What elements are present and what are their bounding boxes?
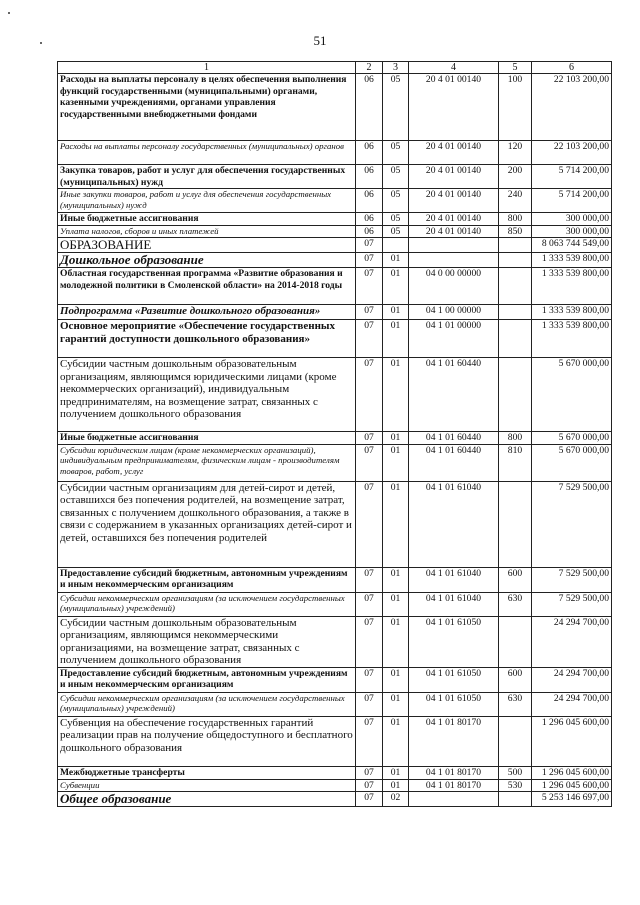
row-name: Иные бюджетные ассигнования — [58, 213, 356, 226]
table-row — [58, 716, 612, 766]
row-sum: 7 529 500,00 — [532, 592, 612, 616]
row-sum: 5 714 200,00 — [532, 189, 612, 213]
row-pr: 01 — [383, 444, 409, 481]
table-row — [58, 238, 612, 253]
row-sum: 5 714 200,00 — [532, 165, 612, 189]
table-row — [58, 567, 612, 592]
row-vr — [499, 358, 532, 432]
row-name: Субсидии некоммерческим организациям (за исключением государственных (муниципальных) учреждений) — [58, 692, 356, 716]
row-pr: 01 — [383, 481, 409, 567]
table-row — [58, 74, 612, 141]
table-row — [58, 165, 612, 189]
scan-mark — [40, 42, 42, 44]
row-rz: 07 — [356, 692, 383, 716]
row-name: Расходы на выплаты персоналу в целях обеспечения выполнения функций государственными (муниципальными) органами, казенными учреждениями, органами управления государственными внебюджетными фондами — [58, 74, 356, 141]
row-vr — [499, 792, 532, 807]
row-vr: 630 — [499, 592, 532, 616]
row-name: Дошкольное образование — [58, 253, 356, 268]
row-sum: 24 294 700,00 — [532, 616, 612, 667]
row-sum: 1 333 539 800,00 — [532, 320, 612, 358]
header-col-6: 6 — [532, 62, 612, 74]
table-row — [58, 616, 612, 667]
row-name: Субвенция на обеспечение государственных гарантий реализации прав на получение общедоступного и бесплатного дошкольного образования — [58, 716, 356, 766]
row-pr: 05 — [383, 141, 409, 165]
row-rz: 06 — [356, 225, 383, 238]
header-col-2: 2 — [356, 62, 383, 74]
row-name: Межбюджетные трансферты — [58, 766, 356, 779]
row-rz: 07 — [356, 779, 383, 792]
row-name: Предоставление субсидий бюджетным, автономным учреждениям и иным некоммерческим организациям — [58, 667, 356, 692]
row-sum: 7 529 500,00 — [532, 481, 612, 567]
row-vr: 200 — [499, 165, 532, 189]
budget-table — [57, 61, 612, 807]
row-csr: 20 4 01 00140 — [409, 165, 499, 189]
row-rz: 07 — [356, 305, 383, 320]
row-pr: 01 — [383, 779, 409, 792]
row-vr: 800 — [499, 432, 532, 445]
table-row — [58, 766, 612, 779]
row-csr: 20 4 01 00140 — [409, 225, 499, 238]
header-col-1: 1 — [58, 62, 356, 74]
row-sum: 5 253 146 697,00 — [532, 792, 612, 807]
row-pr: 01 — [383, 692, 409, 716]
row-csr: 04 1 01 61050 — [409, 667, 499, 692]
row-vr: 600 — [499, 567, 532, 592]
row-pr: 01 — [383, 432, 409, 445]
row-csr — [409, 792, 499, 807]
row-csr: 04 1 01 80170 — [409, 716, 499, 766]
row-csr: 04 1 01 61040 — [409, 567, 499, 592]
row-rz: 07 — [356, 567, 383, 592]
row-pr: 02 — [383, 792, 409, 807]
row-name: Закупка товаров, работ и услуг для обеспечения государственных (муниципальных) нужд — [58, 165, 356, 189]
row-csr — [409, 238, 499, 253]
row-pr: 01 — [383, 320, 409, 358]
row-name: Расходы на выплаты персоналу государственных (муниципальных) органов — [58, 141, 356, 165]
row-rz: 07 — [356, 616, 383, 667]
row-name: Субсидии частным дошкольным образовательным организациям, являющимся юридическими лицами (кроме некоммерческих организаций), индивидуальным предпринимателям, на возмещение затрат, связанных с получением дошкольного образования — [58, 358, 356, 432]
row-vr: 240 — [499, 189, 532, 213]
row-sum: 1 296 045 600,00 — [532, 716, 612, 766]
row-sum: 7 529 500,00 — [532, 567, 612, 592]
row-pr: 01 — [383, 305, 409, 320]
row-sum: 300 000,00 — [532, 225, 612, 238]
row-csr: 20 4 01 00140 — [409, 141, 499, 165]
table-row — [58, 225, 612, 238]
row-csr: 04 1 01 80170 — [409, 779, 499, 792]
table-row — [58, 189, 612, 213]
row-vr — [499, 616, 532, 667]
table-row — [58, 253, 612, 268]
row-sum: 24 294 700,00 — [532, 692, 612, 716]
row-name: Субсидии частным организациям для детей-сирот и детей, оставшихся без попечения родителей, на возмещение затрат, связанных с получением дошкольного образования, а также в связи с содержанием в указанных организациях детей-сирот и детей, оставшихся без попечения родителей — [58, 481, 356, 567]
row-csr: 04 1 01 61050 — [409, 692, 499, 716]
row-pr: 05 — [383, 225, 409, 238]
row-csr: 04 0 00 00000 — [409, 268, 499, 305]
row-csr — [409, 253, 499, 268]
table-row — [58, 692, 612, 716]
row-csr: 04 1 01 61040 — [409, 592, 499, 616]
row-vr: 810 — [499, 444, 532, 481]
row-sum: 300 000,00 — [532, 213, 612, 226]
row-sum: 1 296 045 600,00 — [532, 779, 612, 792]
row-sum: 24 294 700,00 — [532, 667, 612, 692]
table-row — [58, 792, 612, 807]
row-sum: 5 670 000,00 — [532, 358, 612, 432]
row-name: Субсидии некоммерческим организациям (за исключением государственных (муниципальных) учреждений) — [58, 592, 356, 616]
row-pr: 01 — [383, 567, 409, 592]
table-row — [58, 213, 612, 226]
row-vr: 500 — [499, 766, 532, 779]
row-csr: 04 1 01 60440 — [409, 358, 499, 432]
row-vr: 800 — [499, 213, 532, 226]
row-csr: 04 1 01 61040 — [409, 481, 499, 567]
row-vr — [499, 268, 532, 305]
row-pr: 05 — [383, 165, 409, 189]
row-pr: 01 — [383, 616, 409, 667]
row-name: Субсидии частным дошкольным образовательным организациям, являющимся некоммерческими организациями, на возмещение затрат, связанных с получением дошкольного образования — [58, 616, 356, 667]
row-rz: 07 — [356, 238, 383, 253]
row-rz: 07 — [356, 358, 383, 432]
row-rz: 07 — [356, 766, 383, 779]
header-col-3: 3 — [383, 62, 409, 74]
row-name: Уплата налогов, сборов и иных платежей — [58, 225, 356, 238]
table-row — [58, 592, 612, 616]
row-name: ОБРАЗОВАНИЕ — [58, 238, 356, 253]
row-pr: 01 — [383, 358, 409, 432]
row-name: Областная государственная программа «Развитие образования и молодежной политики в Смоленской области» на 2014-2018 годы — [58, 268, 356, 305]
row-rz: 06 — [356, 74, 383, 141]
row-rz: 07 — [356, 716, 383, 766]
row-name: Основное мероприятие «Обеспечение государственных гарантий доступности дошкольного образования» — [58, 320, 356, 358]
row-rz: 07 — [356, 268, 383, 305]
row-sum: 22 103 200,00 — [532, 74, 612, 141]
row-csr: 04 1 01 60440 — [409, 444, 499, 481]
row-name: Субсидии юридическим лицам (кроме некоммерческих организаций), индивидуальным предпринимателям, физическим лицам - производителям товаров, работ, услуг — [58, 444, 356, 481]
row-name: Иные закупки товаров, работ и услуг для обеспечения государственных (муниципальных) нужд — [58, 189, 356, 213]
row-pr: 01 — [383, 592, 409, 616]
row-rz: 07 — [356, 667, 383, 692]
row-vr — [499, 238, 532, 253]
row-pr: 05 — [383, 74, 409, 141]
row-vr: 630 — [499, 692, 532, 716]
row-name: Предоставление субсидий бюджетным, автономным учреждениям и иным некоммерческим организациям — [58, 567, 356, 592]
row-csr: 20 4 01 00140 — [409, 74, 499, 141]
row-pr: 01 — [383, 766, 409, 779]
table-header-row — [58, 62, 612, 74]
header-col-4: 4 — [409, 62, 499, 74]
table-row — [58, 481, 612, 567]
table-row — [58, 667, 612, 692]
row-name: Субвенции — [58, 779, 356, 792]
row-rz: 07 — [356, 432, 383, 445]
scan-mark — [8, 12, 10, 14]
row-sum: 1 333 539 800,00 — [532, 268, 612, 305]
row-rz: 06 — [356, 141, 383, 165]
row-rz: 07 — [356, 481, 383, 567]
row-pr: 01 — [383, 253, 409, 268]
row-vr: 600 — [499, 667, 532, 692]
row-sum: 1 296 045 600,00 — [532, 766, 612, 779]
row-rz: 07 — [356, 592, 383, 616]
row-csr: 04 1 00 00000 — [409, 305, 499, 320]
row-vr: 120 — [499, 141, 532, 165]
row-sum: 5 670 000,00 — [532, 432, 612, 445]
row-vr: 850 — [499, 225, 532, 238]
page-number: 51 — [313, 33, 327, 48]
row-rz: 06 — [356, 213, 383, 226]
table-row — [58, 268, 612, 305]
table-row — [58, 141, 612, 165]
row-rz: 06 — [356, 189, 383, 213]
row-vr — [499, 320, 532, 358]
row-vr — [499, 253, 532, 268]
row-pr: 01 — [383, 667, 409, 692]
header-col-5: 5 — [499, 62, 532, 74]
row-pr — [383, 238, 409, 253]
row-csr: 04 1 01 80170 — [409, 766, 499, 779]
row-sum: 8 063 744 549,00 — [532, 238, 612, 253]
row-vr: 530 — [499, 779, 532, 792]
row-sum: 22 103 200,00 — [532, 141, 612, 165]
row-pr: 01 — [383, 268, 409, 305]
row-csr: 20 4 01 00140 — [409, 189, 499, 213]
row-pr: 05 — [383, 213, 409, 226]
row-rz: 06 — [356, 165, 383, 189]
row-name: Общее образование — [58, 792, 356, 807]
row-sum: 1 333 539 800,00 — [532, 305, 612, 320]
row-csr: 20 4 01 00140 — [409, 213, 499, 226]
row-vr — [499, 716, 532, 766]
table-row — [58, 305, 612, 320]
row-csr: 04 1 01 00000 — [409, 320, 499, 358]
row-vr — [499, 481, 532, 567]
table-row — [58, 444, 612, 481]
row-csr: 04 1 01 61050 — [409, 616, 499, 667]
row-sum: 1 333 539 800,00 — [532, 253, 612, 268]
row-vr — [499, 305, 532, 320]
row-rz: 07 — [356, 444, 383, 481]
row-sum: 5 670 000,00 — [532, 444, 612, 481]
row-rz: 07 — [356, 792, 383, 807]
row-rz: 07 — [356, 320, 383, 358]
table-row — [58, 320, 612, 358]
row-rz: 07 — [356, 253, 383, 268]
row-pr: 05 — [383, 189, 409, 213]
row-name: Подпрограмма «Развитие дошкольного образования» — [58, 305, 356, 320]
table-row — [58, 779, 612, 792]
row-name: Иные бюджетные ассигнования — [58, 432, 356, 445]
table-row — [58, 432, 612, 445]
row-pr: 01 — [383, 716, 409, 766]
row-vr: 100 — [499, 74, 532, 141]
row-csr: 04 1 01 60440 — [409, 432, 499, 445]
table-row — [58, 358, 612, 432]
